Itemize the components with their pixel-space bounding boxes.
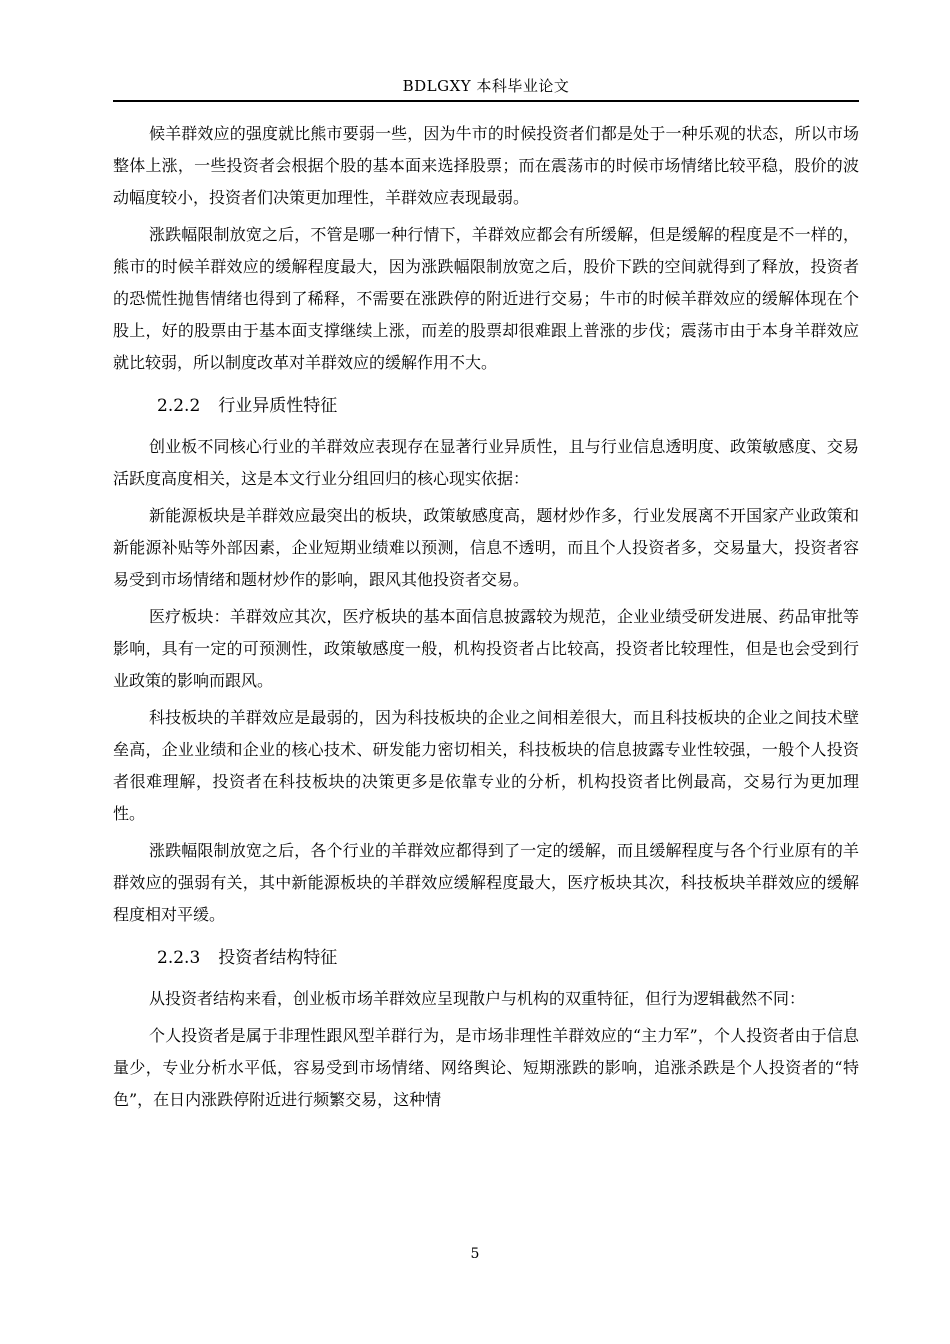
paragraph: 科技板块的羊群效应是最弱的，因为科技板块的企业之间相差很大，而且科技板块的企业之间技术壁垒高，企业业绩和企业的核心技术、研发能力密切相关，科技板块的信息披露专业性较强，一般个人投资者很难理解，投资者在科技板块的决策更多是依靠专业的分析，机构投资者比例最高，交易行为更加理性。 [113,708,859,823]
section-title: 行业异质性特征 [218,396,338,416]
page-body [113,118,859,1116]
section-heading-2-2-3 [157,945,859,971]
page-number: 5 [470,1246,480,1262]
section-title: 投资者结构特征 [218,948,338,968]
paragraph: 候羊群效应的强度就比熊市要弱一些，因为牛市的时候投资者们都是处于一种乐观的状态，所以市场整体上涨，一些投资者会根据个股的基本面来选择股票；而在震荡市的时候市场情绪比较平稳，股价的波动幅度较小，投资者们决策更加理性，羊群效应表现最弱。 [113,124,859,207]
section-number: 2.2.2 [157,396,201,416]
paragraph: 从投资者结构来看，创业板市场羊群效应呈现散户与机构的双重特征，但行为逻辑截然不同： [149,989,806,1008]
paragraph: 个人投资者是属于非理性跟风型羊群行为，是市场非理性羊群效应的“主力军”，个人投资者由于信息量少，专业分析水平低，容易受到市场情绪、网络舆论、短期涨跌的影响，追涨杀跌是个人投资者的“特色”，在日内涨跌停附近进行频繁交易，这种情 [113,1026,859,1109]
paragraph: 医疗板块：羊群效应其次，医疗板块的基本面信息披露较为规范，企业业绩受研发进展、药品审批等影响，具有一定的可预测性，政策敏感度一般，机构投资者占比较高，投资者比较理性，但是也会受到行业政策的影响而跟风。 [113,607,859,690]
paragraph: 创业板不同核心行业的羊群效应表现存在显著行业异质性，且与行业信息透明度、政策敏感度、交易活跃度高度相关，这是本文行业分组回归的核心现实依据： [113,437,859,488]
paragraph: 新能源板块是羊群效应最突出的板块，政策敏感度高，题材炒作多，行业发展离不开国家产业政策和新能源补贴等外部因素，企业短期业绩难以预测，信息不透明，而且个人投资者多，交易量大，投资者容易受到市场情绪和题材炒作的影响，跟风其他投资者交易。 [113,506,859,589]
section-number: 2.2.3 [157,948,201,968]
header-rule [113,100,859,102]
paragraph: 涨跌幅限制放宽之后，各个行业的羊群效应都得到了一定的缓解，而且缓解程度与各个行业原有的羊群效应的强弱有关，其中新能源板块的羊群效应缓解程度最大，医疗板块其次，科技板块羊群效应的缓解程度相对平缓。 [113,841,859,924]
section-heading-2-2-2 [157,393,859,419]
running-header: BDLGXY 本科毕业论文 [402,77,570,95]
paragraph: 涨跌幅限制放宽之后，不管是哪一种行情下，羊群效应都会有所缓解，但是缓解的程度是不一样的，熊市的时候羊群效应的缓解程度最大，因为涨跌幅限制放宽之后，股价下跌的空间就得到了释放，投资者的恐慌性抛售情绪也得到了稀释，不需要在涨跌停的附近进行交易；牛市的时候羊群效应的缓解体现在个股上，好的股票由于基本面支撑继续上涨，而差的股票却很难跟上普涨的步伐；震荡市由于本身羊群效应就比较弱，所以制度改革对羊群效应的缓解作用不大。 [113,225,859,372]
